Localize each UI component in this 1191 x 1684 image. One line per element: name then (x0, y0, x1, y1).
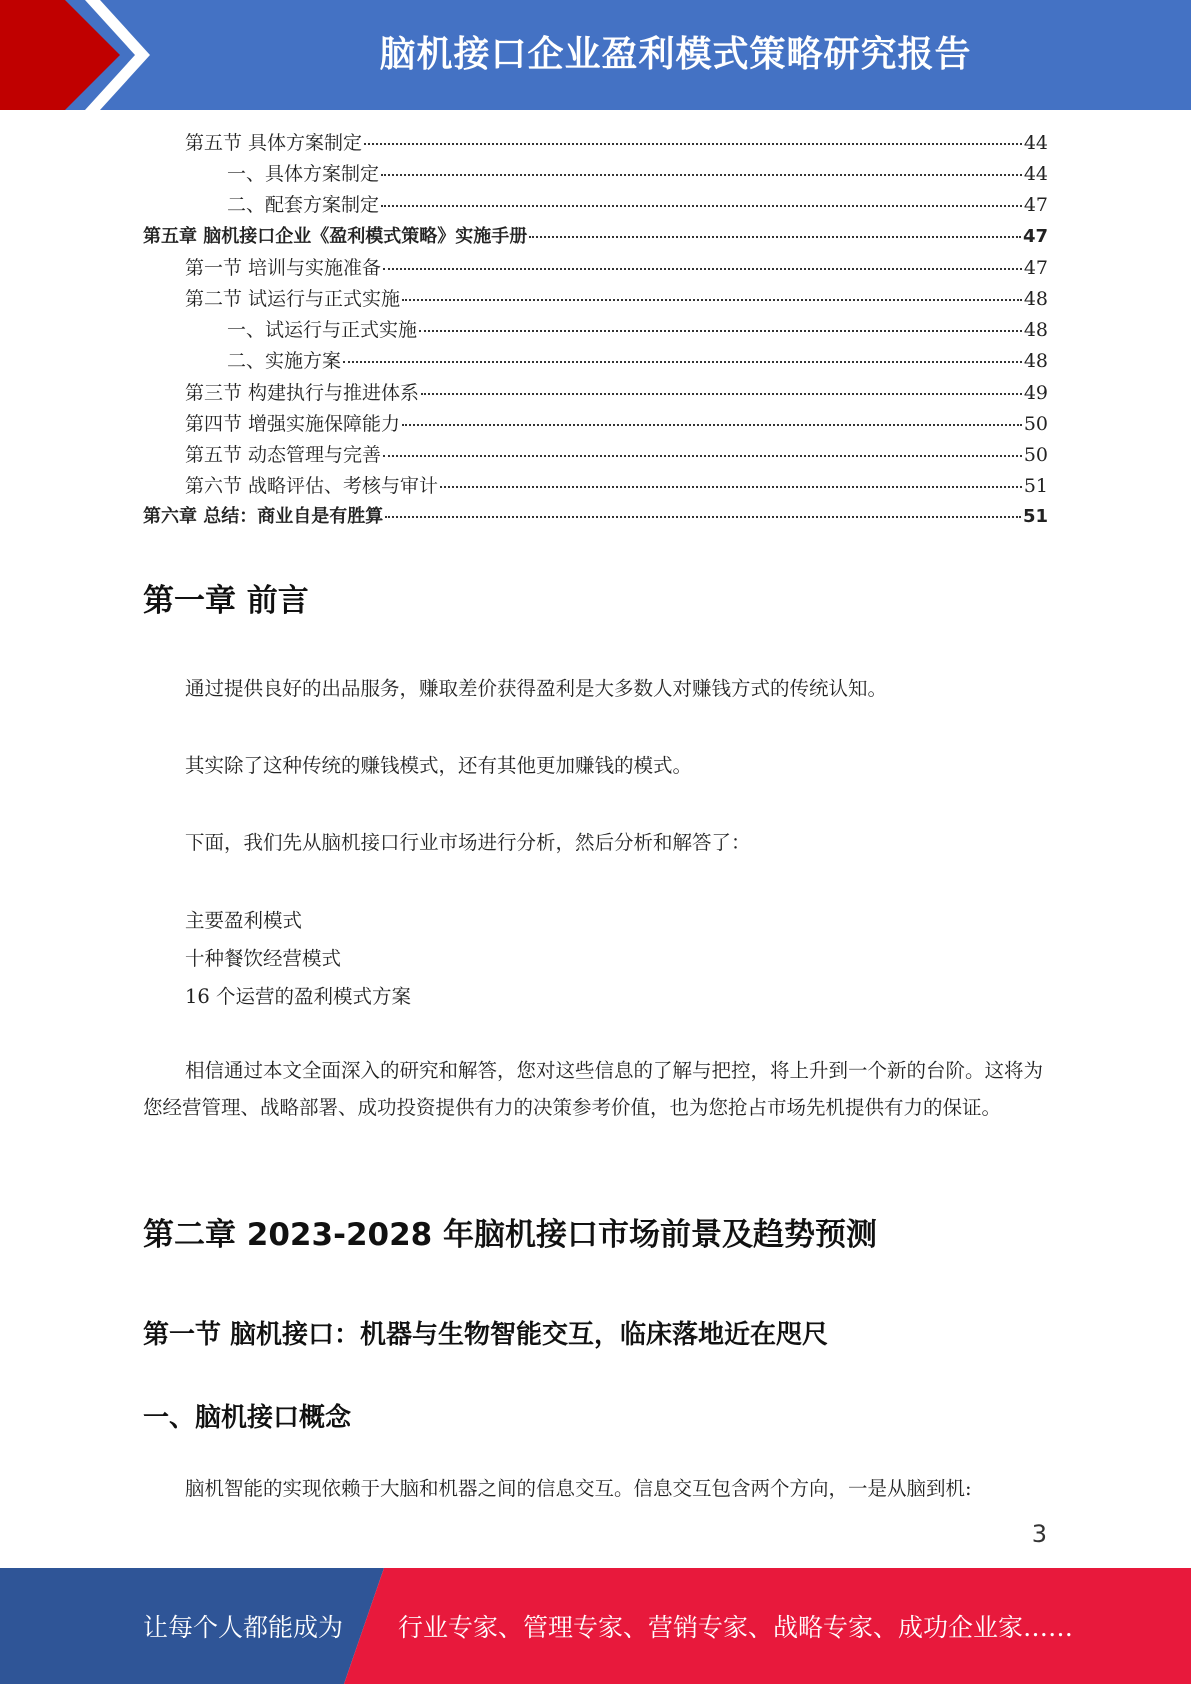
toc-entry[interactable] (143, 409, 1048, 440)
chapter-heading: 第一章 前言 (143, 583, 309, 619)
toc-entry-page: 47 (1023, 256, 1048, 279)
page-number: 3 (1031, 1520, 1047, 1548)
toc-entry-page: 50 (1023, 443, 1048, 466)
list-item: 十种餐饮经营模式 (185, 947, 342, 970)
toc-entry-label: 第二节 试运行与正式实施 (185, 287, 401, 310)
toc-leader-dots (383, 268, 1022, 270)
page-footer (0, 1568, 1191, 1684)
toc-entry[interactable] (143, 440, 1048, 471)
toc-entry-page: 48 (1023, 287, 1048, 310)
toc-entry-label: 第五节 具体方案制定 (185, 132, 363, 154)
toc-entry-label: 二、实施方案 (227, 350, 342, 373)
toc-entry[interactable] (143, 346, 1048, 377)
toc-entry-page: 51 (1022, 506, 1048, 528)
toc-entry[interactable] (143, 378, 1048, 409)
toc-entry-page: 50 (1023, 412, 1048, 435)
footer-slogan-left: 让每个人都能成为 (143, 1613, 344, 1642)
toc-entry-page: 48 (1023, 350, 1048, 373)
paragraph: 脑机智能的实现依赖于大脑和机器之间的信息交互。信息交互包含两个方向，一是从脑到机: (185, 1477, 972, 1500)
toc-leader-dots (343, 361, 1022, 363)
list-item: 主要盈利模式 (185, 909, 303, 932)
toc-entry-page: 51 (1023, 475, 1048, 498)
page-header (0, 0, 1191, 110)
toc-leader-dots (421, 393, 1022, 395)
toc-leader-dots (381, 174, 1022, 176)
toc-entry[interactable] (143, 190, 1048, 221)
toc-entry-label: 第五章 脑机接口企业《盈利模式策略》实施手册 (143, 225, 528, 247)
toc-leader-dots (383, 455, 1022, 457)
table-of-contents (143, 128, 1048, 533)
toc-entry-page: 48 (1023, 319, 1048, 342)
toc-entry-page: 44 (1023, 163, 1048, 186)
toc-entry[interactable] (143, 222, 1048, 253)
toc-entry-label: 第六章 总结：商业自是有胜算 (143, 506, 384, 528)
subsection-heading: 一、脑机接口概念 (143, 1403, 352, 1433)
toc-entry-label: 第六节 战略评估、考核与审计 (185, 475, 439, 498)
toc-entry-label: 第四节 增强实施保障能力 (185, 412, 401, 435)
toc-entry-label: 第三节 构建执行与推进体系 (185, 381, 420, 404)
toc-entry-page: 49 (1023, 381, 1048, 404)
toc-entry-label: 二、配套方案制定 (227, 194, 380, 217)
toc-entry[interactable] (143, 159, 1048, 190)
toc-leader-dots (385, 516, 1021, 518)
toc-leader-dots (381, 205, 1022, 207)
toc-entry-label: 一、试运行与正式实施 (227, 319, 418, 342)
toc-leader-dots (402, 299, 1022, 301)
paragraph: 下面，我们先从脑机接口行业市场进行分析，然后分析和解答了： (185, 831, 751, 854)
toc-leader-dots (364, 143, 1022, 145)
list-item: 16 个运营的盈利模式方案 (185, 985, 412, 1008)
toc-entry[interactable] (143, 315, 1048, 346)
toc-entry[interactable] (143, 502, 1048, 533)
toc-entry-page: 47 (1022, 225, 1048, 247)
toc-entry[interactable] (143, 471, 1048, 502)
chapter-heading: 第二章 2023-2028 年脑机接口市场前景及趋势预测 (143, 1217, 878, 1253)
paragraph: 其实除了这种传统的赚钱模式，还有其他更加赚钱的模式。 (185, 754, 693, 777)
paragraph: 相信通过本文全面深入的研究和解答，您对这些信息的了解与把控，将上升到一个新的台阶。这将为您经营管理、战略部署、成功投资提供有力的决策参考价值，也为您抢占市场先机提供有力的保证。 (143, 1059, 1044, 1119)
toc-leader-dots (402, 424, 1022, 426)
toc-entry-page: 44 (1023, 132, 1048, 154)
toc-leader-dots (440, 486, 1022, 488)
toc-entry-label: 第五节 动态管理与完善 (185, 443, 382, 466)
paragraph: 通过提供良好的出品服务，赚取差价获得盈利是大多数人对赚钱方式的传统认知。 (185, 677, 888, 700)
toc-leader-dots (529, 236, 1021, 238)
document-title: 脑机接口企业盈利模式策略研究报告 (379, 34, 972, 75)
toc-entry-page: 47 (1023, 194, 1048, 217)
toc-entry[interactable] (143, 284, 1048, 315)
toc-entry[interactable] (143, 128, 1048, 159)
toc-leader-dots (419, 330, 1022, 332)
footer-slogan-right: 行业专家、管理专家、营销专家、战略专家、成功企业家…… (398, 1613, 1074, 1642)
toc-entry-label: 一、具体方案制定 (227, 163, 380, 186)
section-heading: 第一节 脑机接口：机器与生物智能交互，临床落地近在咫尺 (143, 1320, 829, 1350)
toc-entry[interactable] (143, 253, 1048, 284)
toc-entry-label: 第一节 培训与实施准备 (185, 256, 382, 279)
